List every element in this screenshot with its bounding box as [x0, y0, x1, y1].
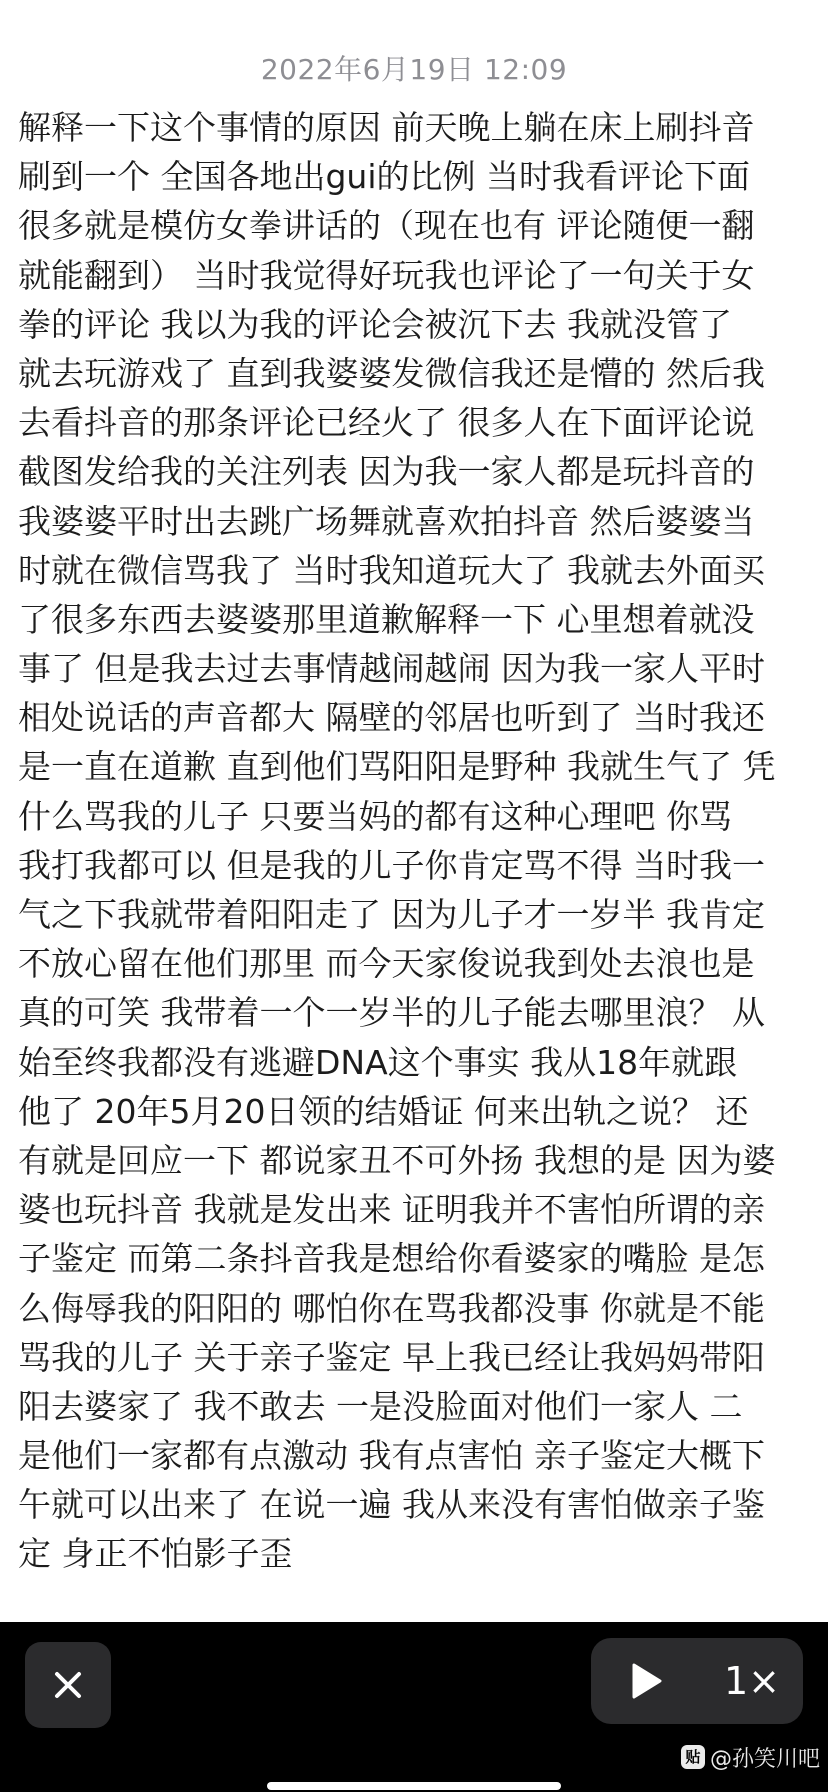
- text-line: 时就在微信骂我了 当时我知道玩大了 我就去外面买: [18, 550, 765, 590]
- playback-speed-button[interactable]: 1×: [723, 1659, 781, 1703]
- text-line: 我打我都可以 但是我的儿子你肯定骂不得 当时我一: [18, 845, 765, 885]
- close-button[interactable]: [25, 1642, 111, 1728]
- text-line: 是他们一家都有点激动 我有点害怕 亲子鉴定大概下: [18, 1436, 765, 1476]
- text-line: 不放心留在他们那里 而今天家俊说我到处去浪也是: [18, 944, 755, 984]
- note-body: [18, 103, 818, 1579]
- watermark-text: @孙笑川吧: [710, 1746, 821, 1772]
- text-line: 我婆婆平时出去跳广场舞就喜欢拍抖音 然后婆婆当: [18, 501, 755, 541]
- text-line: 始至终我都没有逃避DNA这个事实 我从18年就跟: [18, 1042, 738, 1082]
- tieba-logo-icon: 贴: [681, 1745, 705, 1769]
- text-line: 什么骂我的儿子 只要当妈的都有这种心理吧 你骂: [18, 796, 732, 836]
- text-line: 骂我的儿子 关于亲子鉴定 早上我已经让我妈妈带阳: [18, 1337, 765, 1377]
- media-control-bar: [0, 1622, 828, 1792]
- home-indicator[interactable]: [267, 1782, 561, 1790]
- play-icon: [628, 1661, 664, 1701]
- text-line: 子鉴定 而第二条抖音我是想给你看婆家的嘴脸 是怎: [18, 1239, 765, 1279]
- close-icon: [51, 1668, 85, 1702]
- text-line: 去看抖音的那条评论已经火了 很多人在下面评论说: [18, 403, 755, 443]
- text-line: 解释一下这个事情的原因 前天晚上躺在床上刷抖音: [18, 108, 755, 147]
- playback-controls: [591, 1638, 803, 1724]
- text-line: 是一直在道歉 直到他们骂阳阳是野种 我就生气了 凭: [18, 747, 776, 787]
- text-line: 刷到一个 全国各地出gui的比例 当时我看评论下面: [18, 157, 751, 197]
- text-line: 他了 20年5月20日领的结婚证 何来出轨之说？ 还: [18, 1091, 749, 1131]
- text-line: 了很多东西去婆婆那里道歉解释一下 心里想着就没: [18, 599, 755, 639]
- text-line: 事了 但是我去过去事情越闹越闹 因为我一家人平时: [18, 649, 765, 689]
- note-timestamp: 2022年6月19日 12:09: [260, 53, 568, 86]
- text-line: 定 身正不怕影子歪: [18, 1534, 293, 1574]
- text-line: 有就是回应一下 都说家丑不可外扬 我想的是 因为婆: [18, 1140, 776, 1180]
- text-line: 婆也玩抖音 我就是发出来 证明我并不害怕所谓的亲: [18, 1190, 765, 1230]
- text-line: 阳去婆家了 我不敢去 一是没脸面对他们一家人 二: [18, 1386, 743, 1426]
- text-line: 么侮辱我的阳阳的 哪怕你在骂我都没事 你就是不能: [18, 1288, 765, 1328]
- watermark: [681, 1739, 820, 1775]
- text-line: 拳的评论 我以为我的评论会被沉下去 我就没管了: [18, 304, 732, 344]
- play-button[interactable]: [591, 1638, 701, 1724]
- text-line: 气之下我就带着阳阳走了 因为儿子才一岁半 我肯定: [18, 895, 765, 934]
- text-line: 很多就是模仿女拳讲话的（现在也有 评论随便一翻: [18, 206, 755, 246]
- text-line: 相处说话的声音都大 隔壁的邻居也听到了 当时我还: [18, 698, 765, 738]
- text-line: 就能翻到） 当时我觉得好玩我也评论了一句关于女: [18, 255, 755, 295]
- text-line: 就去玩游戏了 直到我婆婆发微信我还是懵的 然后我: [18, 353, 765, 393]
- text-line: 午就可以出来了 在说一遍 我从来没有害怕做亲子鉴: [18, 1485, 765, 1525]
- text-line: 真的可笑 我带着一个一岁半的儿子能去哪里浪？ 从: [18, 993, 765, 1033]
- text-line: 截图发给我的关注列表 因为我一家人都是玩抖音的: [18, 452, 755, 492]
